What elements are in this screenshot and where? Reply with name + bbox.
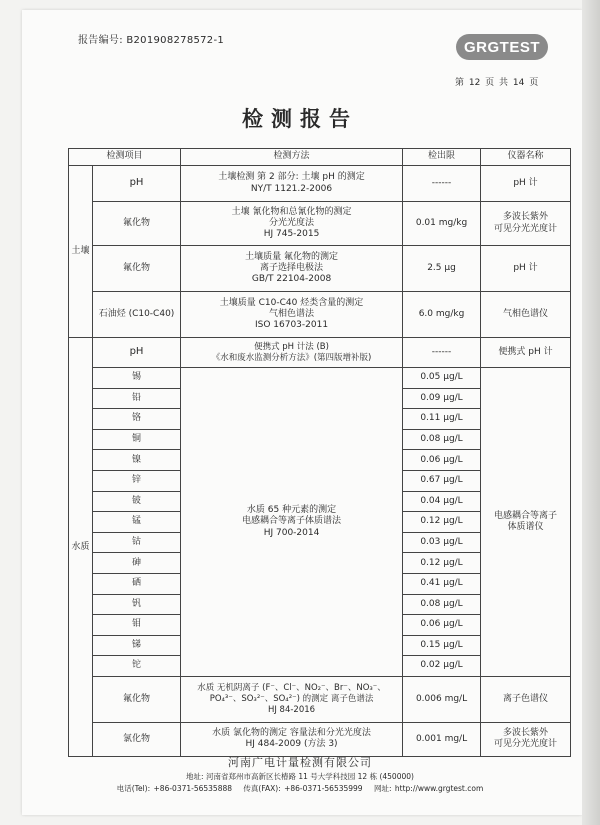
item-name: 钼 (93, 615, 181, 636)
grgtest-logo: GRGTEST (456, 34, 548, 60)
category-soil: 土壤 (69, 166, 93, 338)
method-cell-line: 土壤质量 氟化物的测定 (245, 251, 338, 262)
instrument-cell-line: pH 计 (513, 262, 538, 273)
item-name: 氯化物 (93, 722, 181, 756)
method-cell-line: ISO 16703-2011 (254, 320, 329, 331)
method-cell-line: HJ 84-2016 (267, 704, 316, 715)
limit-cell: 0.05 μg/L (403, 368, 481, 389)
table-row (69, 292, 571, 338)
item-name: 钒 (93, 594, 181, 615)
limit-cell: 0.15 μg/L (403, 635, 481, 656)
col-header-instrument: 仪器名称 (481, 149, 571, 166)
table-header-row (69, 149, 571, 166)
instrument-cell (481, 676, 571, 722)
table-row (69, 166, 571, 202)
company-address: 地址: 河南省郑州市高新区长椿路 11 号大学科技园 12 栋 (450000) (186, 772, 414, 781)
item-name: pH (93, 338, 181, 368)
item-name: pH (93, 166, 181, 202)
limit-cell: ------ (403, 166, 481, 202)
method-cell-line: 土壤检测 第 2 部分: 土壤 pH 的测定 (218, 172, 365, 183)
method-cell (181, 368, 403, 677)
method-cell-line: 电感耦合等离子体质谱法 (242, 516, 342, 527)
limit-cell: 0.06 μg/L (403, 615, 481, 636)
limit-cell: 0.06 μg/L (403, 450, 481, 471)
page-title: 检测报告 (242, 106, 358, 131)
item-name: 砷 (93, 553, 181, 574)
limit-cell: 0.03 μg/L (403, 532, 481, 553)
instrument-cell (481, 166, 571, 202)
col-header-limit: 检出限 (403, 149, 481, 166)
table-row (69, 722, 571, 756)
item-name: 硒 (93, 573, 181, 594)
instrument-cell-line: 可见分光光度计 (494, 739, 558, 750)
limit-cell: 2.5 μg (403, 246, 481, 292)
instrument-cell-line: pH 计 (513, 177, 538, 188)
item-name: 锰 (93, 512, 181, 533)
method-cell (181, 166, 403, 202)
limit-cell: 0.01 mg/kg (403, 202, 481, 246)
table-row (69, 202, 571, 246)
table-row (69, 368, 571, 389)
method-cell-line: PO₄³⁻、SO₃²⁻、SO₄²⁻) 的测定 离子色谱法 (209, 694, 374, 705)
instrument-cell (481, 722, 571, 756)
method-cell (181, 722, 403, 756)
instrument-cell (481, 368, 571, 677)
instrument-cell (481, 246, 571, 292)
method-cell-line: 便携式 pH 计法 (B) (254, 341, 329, 352)
method-cell-line: HJ 745-2015 (263, 229, 320, 240)
instrument-cell-line: 可见分光光度计 (494, 223, 558, 234)
item-name: 铊 (93, 656, 181, 677)
page-count: 第 12 页 共 14 页 (455, 78, 539, 88)
item-name: 氟化物 (93, 676, 181, 722)
item-name: 石油烃 (C10-C40) (93, 292, 181, 338)
item-name: 铅 (93, 388, 181, 409)
report-number: 报告编号: B201908278572-1 (78, 35, 225, 46)
item-name: 钴 (93, 532, 181, 553)
limit-cell: 0.11 μg/L (403, 409, 481, 430)
method-cell-line: 气相色谱法 (269, 308, 315, 319)
item-name: 锡 (93, 368, 181, 389)
method-cell-line: NY/T 1121.2-2006 (250, 183, 333, 194)
company-contact (0, 783, 600, 794)
instrument-cell-line: 多波长紫外 (503, 212, 549, 223)
table-row (69, 676, 571, 722)
item-name: 氟化物 (93, 202, 181, 246)
limit-cell: 0.41 μg/L (403, 573, 481, 594)
limit-cell: 0.12 μg/L (403, 512, 481, 533)
item-name: 铜 (93, 429, 181, 450)
col-header-item: 检测项目 (69, 149, 181, 166)
method-cell-line: 土壤 氰化物和总氰化物的测定 (231, 206, 352, 217)
limit-cell: 0.04 μg/L (403, 491, 481, 512)
limit-cell: 0.08 μg/L (403, 594, 481, 615)
method-cell (181, 292, 403, 338)
method-cell (181, 246, 403, 292)
limit-cell: 0.09 μg/L (403, 388, 481, 409)
instrument-cell (481, 202, 571, 246)
item-name: 铬 (93, 409, 181, 430)
instrument-cell-line: 多波长紫外 (503, 728, 549, 739)
limit-cell: 0.08 μg/L (403, 429, 481, 450)
method-cell-line: 《水和废水监测分析方法》(第四版增补版) (211, 352, 372, 363)
instrument-cell-line: 电感耦合等离子 (494, 510, 558, 521)
contact-tel: 电话(Tel): +86-0371-56535888 (116, 784, 233, 793)
method-cell-line: HJ 700-2014 (263, 527, 320, 538)
company-name: 河南广电计量检测有限公司 (228, 756, 372, 769)
method-cell-line: 离子选择电极法 (260, 262, 324, 273)
method-cell (181, 202, 403, 246)
method-cell-line: GB/T 22104-2008 (251, 274, 332, 285)
table-row (69, 338, 571, 368)
method-cell-line: 水质 氯化物的测定 容量法和分光光度法 (212, 728, 371, 739)
limit-cell: 0.67 μg/L (403, 470, 481, 491)
col-header-method: 检测方法 (181, 149, 403, 166)
contact-fax: 传真(FAX): +86-0371-56535999 (243, 784, 363, 793)
instrument-cell-line: 离子色谱仪 (503, 693, 549, 704)
limit-cell: 6.0 mg/kg (403, 292, 481, 338)
item-name: 镍 (93, 450, 181, 471)
method-cell-line: 土壤质量 C10-C40 烃类含量的测定 (219, 297, 364, 308)
instrument-cell-line: 体质谱仪 (507, 521, 544, 532)
test-methods-table (68, 148, 571, 757)
category-water: 水质 (69, 338, 93, 757)
instrument-cell-line: 便携式 pH 计 (498, 346, 553, 357)
item-name: 锑 (93, 635, 181, 656)
method-cell-line: 水质 65 种元素的测定 (246, 505, 337, 516)
method-cell-line: 分光光度法 (269, 217, 315, 228)
contact-web: 网址: http://www.grgtest.com (373, 784, 484, 793)
item-name: 氟化物 (93, 246, 181, 292)
limit-cell: 0.12 μg/L (403, 553, 481, 574)
method-cell-line: HJ 484-2009 (方法 3) (245, 739, 338, 750)
table-row (69, 246, 571, 292)
method-cell (181, 338, 403, 368)
item-name: 锌 (93, 470, 181, 491)
instrument-cell-line: 气相色谱仪 (503, 308, 549, 319)
limit-cell: ------ (403, 338, 481, 368)
method-cell (181, 676, 403, 722)
instrument-cell (481, 292, 571, 338)
method-cell-line: 水质 无机阴离子 (F⁻、Cl⁻、NO₂⁻、Br⁻、NO₃⁻、 (197, 683, 386, 694)
limit-cell: 0.001 mg/L (403, 722, 481, 756)
item-name: 铍 (93, 491, 181, 512)
limit-cell: 0.02 μg/L (403, 656, 481, 677)
limit-cell: 0.006 mg/L (403, 676, 481, 722)
instrument-cell (481, 338, 571, 368)
